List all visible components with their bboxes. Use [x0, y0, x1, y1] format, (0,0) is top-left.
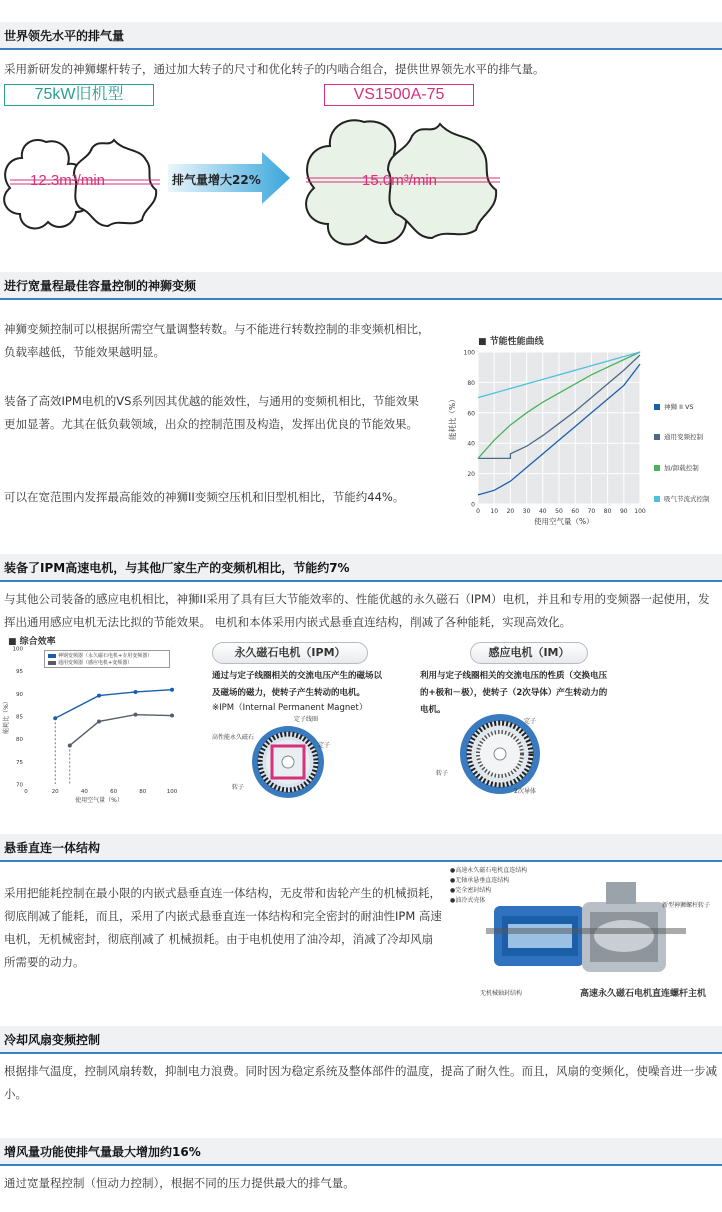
ipm-title: 永久磁石电机（IPM） — [212, 642, 368, 664]
x-tick-label: 0 — [476, 508, 480, 515]
old-flow-label: 12.3m³/min — [30, 172, 106, 189]
x-tick-label: 40 — [538, 508, 547, 515]
eff-legend-1: 神钢变频器（永久磁石电机+专用变频器） — [58, 653, 153, 659]
section-title-boost: 增风量功能使排气量最大增加约16% — [0, 1138, 722, 1166]
y-tick-label: 100 — [12, 646, 23, 653]
y-tick-label: 100 — [463, 349, 475, 357]
x-tick-label: 50 — [555, 508, 563, 515]
y-tick-label: 75 — [16, 759, 23, 766]
section2-para2: 装备了高效IPM电机的VS系列因其优越的能效性，与通用的变频机相比，节能效果更加显著。尤其在低负载领域，出众的控制范围及构造，发挥出优良的节能效果。 — [4, 394, 419, 431]
series-point-1 — [170, 714, 174, 718]
x-tick-label: 60 — [571, 508, 580, 515]
ipm-rotor-label: 转子 — [232, 784, 245, 791]
structure-note-3: ●完全密封结构 — [450, 887, 492, 894]
ipm-motor-diagram — [250, 722, 350, 802]
rotor-comparison-diagram — [0, 108, 722, 258]
section4-text: 采用把能耗控制在最小限的内嵌式悬垂直连一体结构，无皮带和齿轮产生的机械损耗，彻底削减了能耗，而且，采用了内嵌式悬垂直连一体结构和完全密封的耐油性IPM 高速电机，无机械密封，彻底削减了 机械损耗。由于电机使用了油冷却，消减了冷却风扇所需要的动力。 — [4, 886, 442, 969]
x-tick-label: 70 — [587, 508, 596, 515]
seal-label: 无机械轴封结构 — [480, 990, 523, 997]
x-tick-label: 30 — [522, 508, 531, 515]
ipm-coil-label: 定子线圈 — [294, 716, 319, 723]
rotor-label: 新型神狮螺杆转子 — [662, 902, 711, 909]
legend-suction-throttle: 吸气节流式控制 — [654, 494, 710, 503]
eff-legend-2: 通用变频器（感应电机+变频器） — [58, 660, 133, 666]
energy-chart-xlabel: 使用空气量（%） — [534, 517, 594, 526]
x-tick-label: 90 — [619, 508, 628, 515]
increase-arrow-text: 排气量增大22% — [172, 173, 261, 187]
structure-caption: 高速永久磁石电机直连螺杆主机 — [580, 989, 707, 999]
ipm-magnet-label: 高性能永久磁石 — [212, 734, 255, 741]
im-conductor-label: 2次导体 — [514, 788, 536, 795]
section5-text: 根据排气温度，控制风扇转数，抑制电力浪费。同时因为稳定系统及整体部件的温度，提高了耐久性。而且，风扇的变频化，使噪音进一步减小。 — [4, 1064, 717, 1101]
section-title-displacement: 世界领先水平的排气量 — [0, 22, 722, 50]
eff-chart-xlabel: 使用空气量（%） — [75, 797, 123, 804]
series-point-1 — [97, 719, 101, 723]
ipm-desc: 通过与定子线圈相关的交流电压产生的磁场以及磁场的磁力，使转子产生转动的电机。 — [212, 671, 383, 698]
x-tick-label: 60 — [110, 789, 118, 795]
x-tick-label: 100 — [166, 789, 178, 795]
y-tick-label: 60 — [467, 410, 475, 418]
x-tick-label: 80 — [603, 508, 612, 515]
x-tick-label: 10 — [490, 508, 499, 515]
x-tick-label: 20 — [506, 508, 515, 515]
y-tick-label: 20 — [467, 471, 475, 479]
im-rotor-label: 转子 — [436, 770, 449, 777]
y-tick-label: 0 — [471, 501, 475, 509]
section2-para3: 可以在宽范围内发挥最高能效的神狮II变频空压机和旧型机相比，节能约44%。 — [4, 490, 405, 504]
section6-text: 通过宽量程控制（恒动力控制），根据不同的压力提供最大的排气量。 — [4, 1176, 355, 1190]
old-model-label: 75kW旧机型 — [4, 84, 154, 106]
eff-legend — [44, 650, 170, 668]
section-title-fan: 冷却风扇变频控制 — [0, 1026, 722, 1054]
section-title-inverter: 进行宽量程最佳容量控制的神狮变频 — [0, 272, 722, 300]
y-tick-label: 95 — [16, 669, 23, 676]
series-point-0 — [134, 690, 138, 694]
y-tick-label: 90 — [16, 691, 23, 698]
legend-shenshi-vs: 神狮 II VS — [654, 402, 694, 411]
section-title-ipm: 装备了IPM高速电机，与其他厂家生产的变频机相比，节能约7% — [0, 554, 722, 582]
ipm-stator-label: 定子 — [318, 742, 331, 749]
x-tick-label: 20 — [51, 789, 59, 795]
im-desc: 利用与定子线圈相关的交流电压的性质（交换电压的+极和－极），使转子（2次导体）产生转动力的电机。 — [420, 671, 608, 715]
legend-load-unload: 加/卸载控制 — [654, 463, 699, 472]
legend-general-inverter: 通用变频控制 — [654, 432, 703, 441]
eff-chart-ylabel: 能耗比（%） — [3, 698, 10, 734]
series-point-0 — [170, 688, 174, 692]
y-tick-label: 80 — [16, 737, 23, 744]
x-tick-label: 40 — [80, 789, 88, 795]
y-tick-label: 85 — [16, 714, 23, 721]
compressor-structure-diagram — [486, 876, 686, 984]
efficiency-chart-title: ■ 综合效率 — [8, 637, 56, 647]
x-tick-label: 80 — [139, 789, 147, 795]
y-tick-label: 70 — [16, 782, 23, 789]
x-tick-label: 0 — [24, 789, 28, 795]
section2-para1: 神狮变频控制可以根据所需空气量调整转数。与不能进行转数控制的非变频机相比，负载率越低，节能效果越明显。 — [4, 322, 430, 359]
structure-note-1: ●高速永久磁石电机直连结构 — [450, 867, 528, 874]
im-motor-diagram — [454, 712, 564, 796]
ipm-note: ※IPM（Internal Permanent Magnet） — [212, 703, 368, 713]
structure-note-2: ●无轴承悬垂直连结构 — [450, 877, 510, 884]
im-title: 感应电机（IM） — [470, 642, 588, 664]
series-point-0 — [97, 694, 101, 698]
x-tick-label: 100 — [634, 508, 646, 515]
section3-text: 与其他公司装备的感应电机相比，神狮II采用了具有巨大节能效率的、性能优越的永久磁石（IPM）电机，并且和专用的变频器一起使用，发挥出通用感应电机无法比拟的节能效果。 电机和本体采用内嵌式悬垂直连结构，削减了各种能耗，实现高效化。 — [4, 592, 710, 629]
series-point-1 — [134, 713, 138, 717]
im-stator-label: 定子 — [524, 718, 537, 725]
y-tick-label: 40 — [467, 440, 475, 448]
new-model-label: VS1500A-75 — [324, 84, 474, 106]
structure-note-4: ●油冷式壳体 — [450, 897, 486, 904]
new-flow-label: 15.0m³/min — [362, 172, 438, 189]
section1-text: 采用新研发的神狮螺杆转子，通过加大转子的尺寸和优化转子的内啮合组合，提供世界领先水平的排气量。 — [4, 62, 545, 76]
energy-chart-ylabel: 能耗比（%） — [448, 395, 457, 440]
energy-chart-title: ■ 节能性能曲线 — [478, 337, 544, 347]
section-title-structure: 悬垂直连一体结构 — [0, 834, 722, 862]
y-tick-label: 80 — [467, 379, 475, 387]
